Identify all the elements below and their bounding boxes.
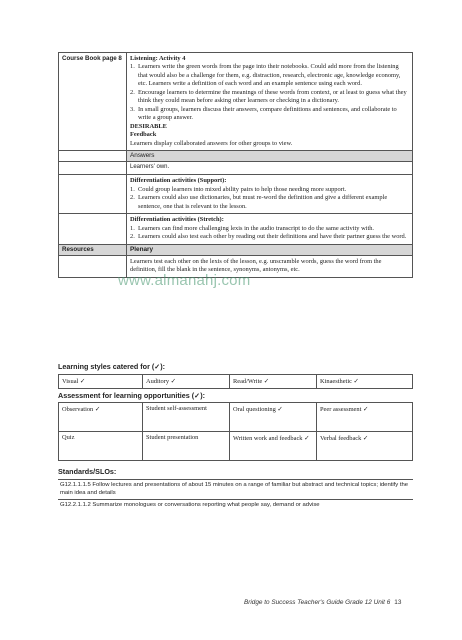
plenary-bar — [127, 244, 413, 255]
page-footer — [244, 599, 401, 606]
style-cell: Visual ✓ — [59, 375, 143, 389]
feedback-label: Feedback — [130, 131, 157, 139]
list-item: 2. Learners could also use dictionaries, but must re-word the definition and give a different example sentence, one that is relevant to the lesson. — [130, 194, 388, 210]
learning-styles-table — [58, 374, 413, 389]
assessment-cell: Student presentation — [143, 432, 230, 461]
answers-text: Learners' own. — [130, 164, 170, 171]
plenary-label: Plenary — [130, 245, 154, 253]
assessment-cell: Quiz — [59, 432, 143, 461]
activity-cell — [127, 53, 413, 151]
empty-cell — [59, 175, 127, 214]
support-title: Differentiation activities (Support): — [130, 177, 227, 185]
stretch-title: Differentiation activities (Stretch): — [130, 216, 224, 224]
list-item: 1. Could group learners into mixed ability pairs to help those needing more support. — [130, 185, 347, 193]
list-item: 2. Learners could also test each other by reading out their definitions and have their partner guess the word. — [130, 233, 407, 241]
answers-bar — [127, 150, 413, 161]
answers-label: Answers — [130, 151, 155, 159]
empty-cell — [59, 162, 127, 175]
standards-list — [58, 479, 413, 510]
assessment-cell: Verbal feedback ✓ — [317, 432, 413, 461]
list-item: 1. Learners can find more challenging lexis in the audio transcript to do the same activity with. — [130, 224, 375, 232]
empty-cell — [59, 255, 127, 277]
style-cell: Kinaesthetic ✓ — [317, 375, 413, 389]
assessment-cell: Observation ✓ — [59, 403, 143, 432]
activity-title: Listening: Activity 4 — [130, 55, 186, 62]
standards-heading: Standards/SLOs: — [58, 467, 117, 476]
watermark: www.almanahj.com — [118, 272, 251, 289]
activity-steps — [130, 63, 409, 122]
empty-cell — [59, 150, 127, 161]
standard-item: G12.1.1.1.5 Follow lectures and presentations of about 15 minutes on a range of familiar but abstract and technical topics; identify the main idea and details — [58, 479, 413, 499]
learning-styles-heading: Learning styles catered for (✓): — [58, 362, 166, 371]
list-item: 2. Encourage learners to determine the meanings of these words from context, or at least to guess what they think they could mean before asking other learners or checking in a dictionary. — [130, 88, 407, 105]
desirable-label: DESIRABLE — [130, 122, 167, 130]
assessment-table — [58, 402, 413, 461]
assessment-cell: Peer assessment ✓ — [317, 403, 413, 432]
empty-cell — [59, 214, 127, 244]
list-item: 1. Learners write the green words from the page into their notebooks. Could add more from the listening that would also be a challenge for them, e.g. distraction, research, electronic age, knowledge economy, etc. Learners write a definition of each word and an example sentence using each word. — [130, 63, 401, 88]
page-number: 13 — [394, 599, 402, 606]
answers-cell — [127, 162, 413, 175]
list-item: 3. In small groups, learners discuss their answers, compare definitions and sentences, and collaborate to write a group answer. — [130, 105, 397, 122]
standard-item: G12.2.1.1.2 Summarize monologues or conversations reporting what people say, demand or advise — [58, 499, 413, 510]
assessment-cell: Oral questioning ✓ — [230, 403, 317, 432]
style-cell: Read/Write ✓ — [230, 375, 317, 389]
footer-title: Bridge to Success Teacher's Guide Grade 12 Unit 6 — [244, 599, 391, 606]
course-book-label: Course Book page 8 — [62, 55, 122, 62]
stretch-cell — [127, 214, 413, 244]
lesson-table — [58, 52, 413, 278]
feedback-text: Learners display collaborated answers for other groups to view. — [130, 139, 293, 147]
style-cell: Auditory ✓ — [143, 375, 230, 389]
resources-cell — [59, 244, 127, 255]
support-cell — [127, 175, 413, 214]
assessment-cell: Student self-assessment — [143, 403, 230, 432]
plenary-text: Learners test each other on the lexis of the lesson, e.g. unscramble words, guess the word from the definition, fill the blank in the sentence, synonyms, antonyms, etc. — [130, 257, 382, 274]
assessment-cell: Written work and feedback ✓ — [230, 432, 317, 461]
assessment-heading: Assessment for learning opportunities (✓): — [58, 391, 205, 400]
resources-label: Resources — [62, 245, 94, 253]
course-book-cell — [59, 53, 127, 151]
